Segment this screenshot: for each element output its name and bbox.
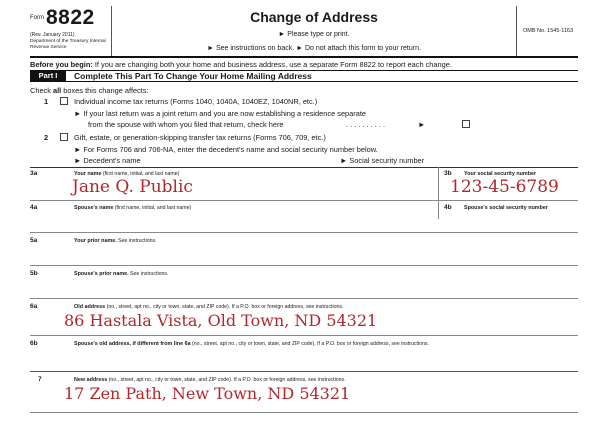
old-address-input[interactable]: 86 Hastala Vista, Old Town, ND 54321 [64, 311, 378, 330]
field-6b-number: 6b [30, 340, 38, 347]
form-id-block [30, 6, 112, 56]
check-all-prefix: Check [30, 86, 54, 95]
field-6a-label-bold: Old address [74, 304, 106, 310]
field-4b-number: 4b [444, 204, 452, 211]
form-8822 [30, 6, 578, 420]
field-7-label [74, 377, 346, 383]
form-title: Change of Address [250, 9, 378, 25]
field-4a-label [74, 205, 191, 211]
field-5a-label [74, 238, 157, 244]
decedent-name-label: ► Decedent's name [74, 156, 141, 165]
field-3b-number: 3b [444, 170, 452, 177]
decedent-ssn-label: ► Social security number [340, 156, 425, 165]
line-1-leader-dots: . . . . . . . . . . [346, 120, 386, 129]
field-6b-label-bold: Spouse's old address, if different from line 6a [74, 341, 191, 347]
your-ssn-input[interactable]: 123-45-6789 [450, 177, 559, 197]
line-1-sub-1: ► If your last return was a joint return and you are now establishing a residence separate [74, 109, 367, 118]
field-4a-label-rest: (first name, initial, and last name) [113, 205, 192, 211]
field-3a-label-bold: Your name [74, 171, 102, 177]
field-4b-label [464, 205, 548, 211]
revision-date: (Rev. January 2011) [30, 32, 75, 38]
line-2-number: 2 [44, 133, 49, 142]
field-4a-label-bold: Spouse's name [74, 205, 114, 211]
title-block [112, 6, 516, 56]
omb-number: OMB No. 1545-1163 [523, 28, 574, 34]
line-1-joint-checkbox[interactable] [462, 120, 470, 128]
field-5b-number: 5b [30, 270, 38, 277]
field-6b-label [74, 341, 429, 347]
form-number: 8822 [46, 6, 95, 29]
part-header [30, 70, 578, 82]
line-2-checkbox[interactable] [60, 133, 68, 141]
check-all-bold: all [53, 86, 62, 95]
field-3a-number: 3a [30, 170, 38, 177]
rule-bottom [30, 412, 578, 413]
part-title: Complete This Part To Change Your Home Mailing Address [74, 71, 312, 81]
department: Department of the Treasury Internal Revenue Service [30, 39, 106, 50]
line-1-label: Individual income tax returns (Forms 1040, 1040A, 1040EZ, 1040NR, etc.) [74, 97, 318, 106]
omb-block [516, 6, 578, 56]
field-5a-label-bold: Your prior name. [74, 238, 117, 244]
check-all-suffix: boxes this change affects: [61, 86, 149, 95]
ssn-divider [438, 167, 439, 219]
line-2-label: Gift, estate, or generation-skipping transfer tax returns (Forms 706, 709, etc.) [74, 133, 326, 142]
before-you-begin [30, 60, 578, 69]
rule-3 [30, 167, 578, 168]
field-7-label-rest: (no., street, apt no., city or town, state, and ZIP code). If a P.O. box or foreign address, see instructions. [107, 377, 346, 383]
new-address-input[interactable]: 17 Zen Path, New Town, ND 54321 [64, 384, 351, 403]
field-5b-label-bold: Spouse's prior name. [74, 271, 129, 277]
field-3a-label-rest: (first name, initial, and last name) [101, 171, 180, 177]
line-2-sub-1: ► For Forms 706 and 706-NA, enter the decedent's name and social security number below. [74, 145, 378, 154]
form-word: Form [30, 15, 44, 21]
part-tag: Part I [30, 71, 66, 81]
field-6b-label-rest: (no., street, apt no., city or town, state, and ZIP code). If a P.O. box or foreign address, see instructions. [190, 341, 429, 347]
line-1-checkbox[interactable] [60, 97, 68, 105]
line-1-sub-2: from the spouse with whom you filed that return, check here [88, 120, 284, 129]
field-6a-label [74, 304, 343, 310]
rule-6b [30, 335, 578, 336]
rule-4 [30, 200, 578, 201]
before-text: If you are changing both your home and business address, use a separate Form 8822 to report each change. [92, 60, 452, 69]
field-5b-label-rest: See instructions. [128, 271, 169, 277]
field-6a-number: 6a [30, 303, 38, 310]
line-1-arrow: ► [418, 120, 426, 129]
check-all-instruction [30, 86, 149, 95]
type-or-print-note: ► Please type or print. [278, 31, 350, 38]
field-4b-label-bold: Spouse's social security number [464, 205, 548, 211]
rule-7 [30, 371, 578, 372]
field-5b-label [74, 271, 168, 277]
field-6a-label-rest: (no., street, apt no., city or town, state, and ZIP code). If a P.O. box or foreign address, see instructions. [105, 304, 344, 310]
instructions-note: ► See instructions on back. ► Do not attach this form to your return. [207, 45, 421, 52]
rule-6a [30, 298, 578, 299]
field-7-number: 7 [38, 376, 42, 383]
before-label: Before you begin: [30, 60, 93, 69]
form-header [30, 6, 578, 58]
field-4a-number: 4a [30, 204, 38, 211]
field-7-label-bold: New address [74, 377, 108, 383]
rule-5b [30, 265, 578, 266]
rule-5a [30, 232, 578, 233]
field-5a-label-rest: See instructions. [116, 238, 157, 244]
field-3b-label-bold: Your social security number [464, 171, 537, 177]
your-name-input[interactable]: Jane Q. Public [72, 177, 193, 197]
line-1-number: 1 [44, 97, 49, 106]
field-5a-number: 5a [30, 237, 38, 244]
